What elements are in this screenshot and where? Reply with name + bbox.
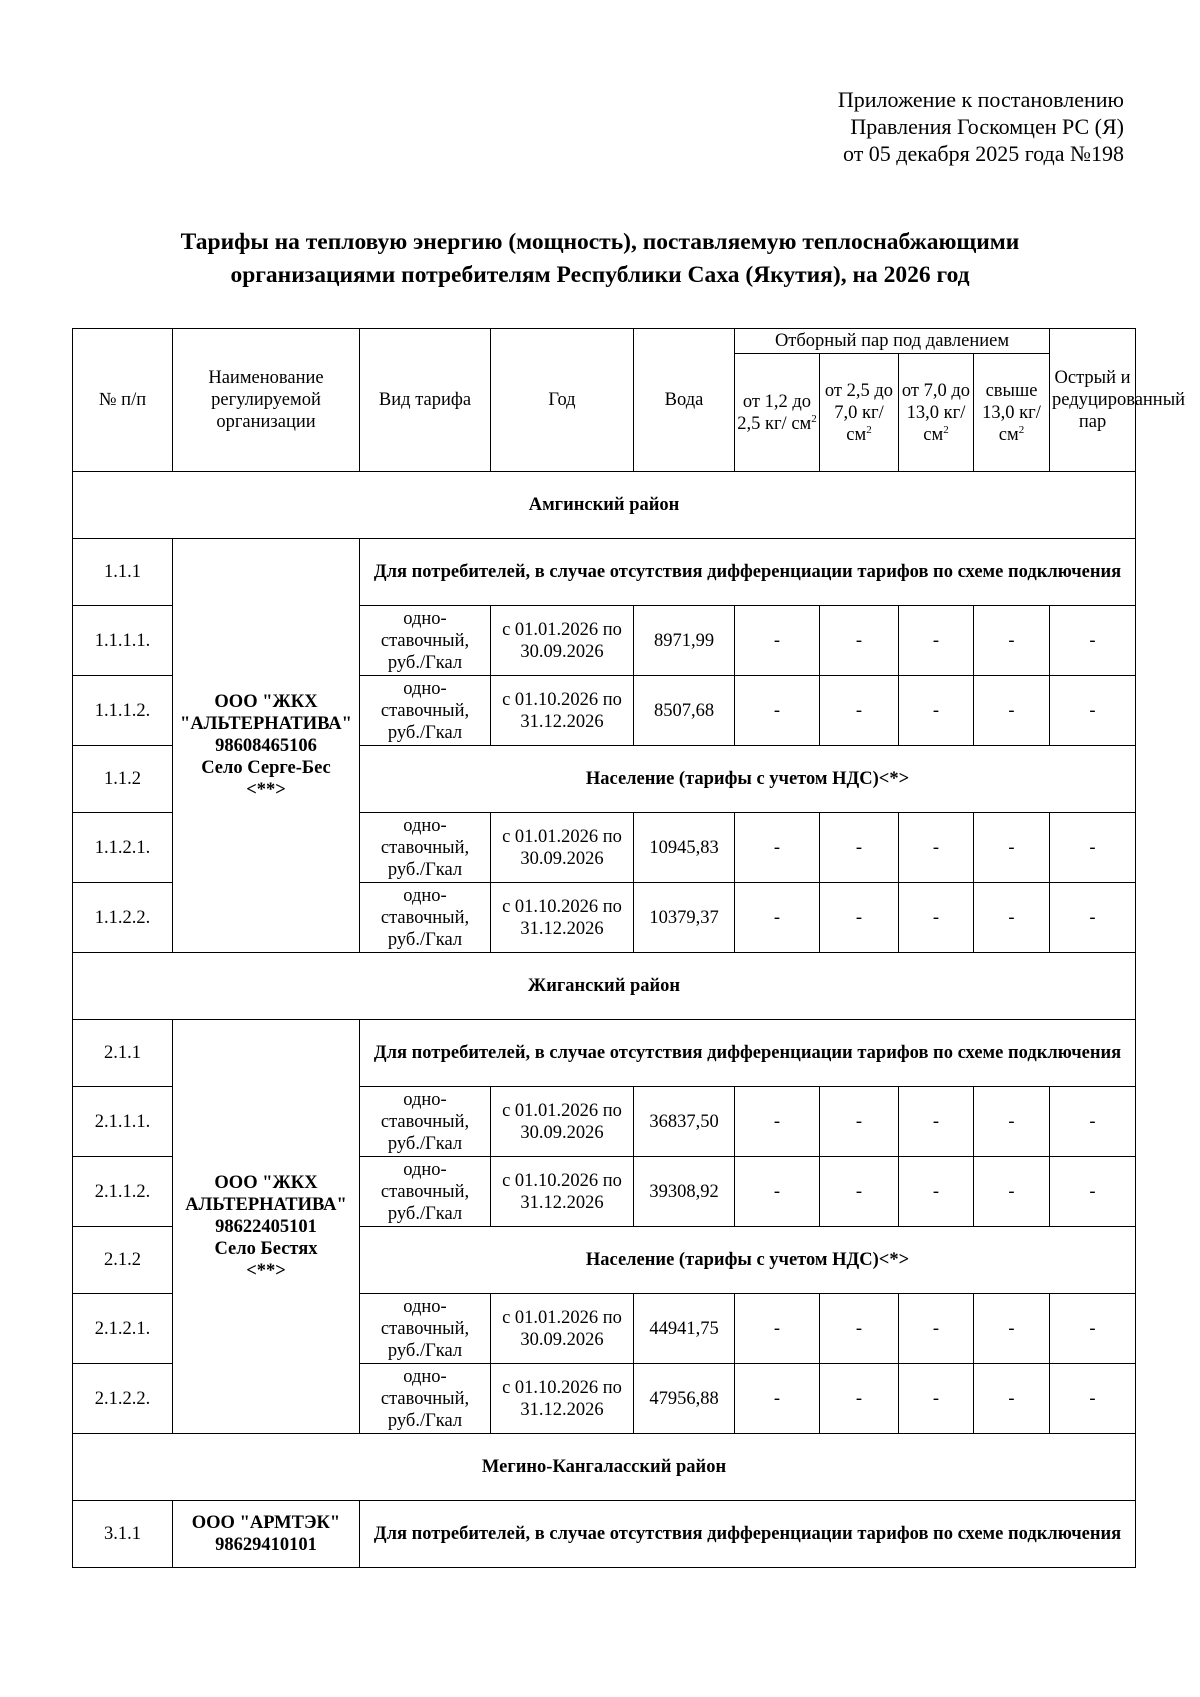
section-name: Для потребителей, в случае отсутствия дифференциации тарифов по схеме подключения — [360, 539, 1136, 606]
steam-value: - — [974, 883, 1050, 953]
steam-value: - — [735, 606, 820, 676]
steam-value: - — [820, 1364, 899, 1434]
header-steam-1 — [735, 354, 820, 472]
steam-value: - — [899, 1364, 974, 1434]
org-name: ООО "ЖКХ АЛЬТЕРНАТИВА" — [185, 1172, 347, 1215]
org-code: 98622405101 — [215, 1216, 317, 1237]
org-code: 98629410101 — [215, 1535, 317, 1555]
steam-value: - — [974, 606, 1050, 676]
header-steam-2 — [820, 354, 899, 472]
section-name: Для потребителей, в случае отсутствия дифференциации тарифов по схеме подключения — [360, 1020, 1136, 1087]
steam-value: - — [820, 813, 899, 883]
steam-value: - — [899, 606, 974, 676]
organization-cell — [173, 539, 360, 953]
steam-value: - — [735, 676, 820, 746]
tariff-type: одно-ставочный, руб./Гкал — [360, 1157, 491, 1227]
district-row: Мегино-Кангаласский район — [73, 1434, 1136, 1501]
sharp-steam-value: - — [1050, 1294, 1136, 1364]
water-value: 47956,88 — [634, 1364, 735, 1434]
steam-value: - — [899, 1087, 974, 1157]
steam-value: - — [974, 1157, 1050, 1227]
header-num: № п/п — [73, 329, 173, 472]
unit-sup: 2 — [1018, 423, 1025, 436]
steam-value: - — [820, 1157, 899, 1227]
org-note: <**> — [246, 779, 286, 800]
header-steam-4 — [974, 354, 1050, 472]
header-steam-group: Отборный пар под давлением — [735, 329, 1050, 354]
unit-cm: см — [791, 413, 812, 434]
period: с 01.01.2026 по 30.09.2026 — [491, 606, 634, 676]
section-num: 2.1.1 — [73, 1020, 173, 1087]
sharp-steam-value: - — [1050, 606, 1136, 676]
section-name: Население (тарифы с учетом НДС)<*> — [360, 746, 1136, 813]
section-num: 3.1.1 — [73, 1501, 173, 1568]
appendix-line: от 05 декабря 2025 года №198 — [842, 141, 1124, 166]
steam-value: - — [974, 813, 1050, 883]
water-value: 36837,50 — [634, 1087, 735, 1157]
steam-value: - — [974, 1294, 1050, 1364]
sharp-steam-value: - — [1050, 1157, 1136, 1227]
steam-value: - — [735, 1294, 820, 1364]
steam-value: - — [899, 676, 974, 746]
steam-value: - — [735, 813, 820, 883]
water-value: 10379,37 — [634, 883, 735, 953]
steam-value: - — [820, 1087, 899, 1157]
appendix-note — [838, 86, 1124, 167]
steam-value: - — [820, 676, 899, 746]
water-value: 39308,92 — [634, 1157, 735, 1227]
row-num: 2.1.2.2. — [73, 1364, 173, 1434]
steam-value: - — [735, 1087, 820, 1157]
tariff-type: одно-ставочный, руб./Гкал — [360, 883, 491, 953]
organization-cell — [173, 1501, 360, 1568]
water-value: 44941,75 — [634, 1294, 735, 1364]
steam-value: - — [974, 676, 1050, 746]
header-steam-3 — [899, 354, 974, 472]
sharp-steam-value: - — [1050, 1087, 1136, 1157]
unit-sup: 2 — [943, 423, 949, 436]
appendix-line: Правления Госкомцен РС (Я) — [850, 114, 1124, 139]
sharp-steam-value: - — [1050, 1364, 1136, 1434]
period: с 01.01.2026 по 30.09.2026 — [491, 813, 634, 883]
period: с 01.10.2026 по 31.12.2026 — [491, 1157, 634, 1227]
appendix-line: Приложение к постановлению — [837, 87, 1124, 112]
period: с 01.01.2026 по 30.09.2026 — [491, 1087, 634, 1157]
organization-cell — [173, 1020, 360, 1434]
steam-value: - — [735, 1157, 820, 1227]
tariff-type: одно-ставочный, руб./Гкал — [360, 676, 491, 746]
org-note: <**> — [246, 1260, 286, 1281]
steam-value: - — [820, 1294, 899, 1364]
org-code: 98608465106 — [215, 735, 317, 756]
row-num: 2.1.1.1. — [73, 1087, 173, 1157]
steam-value: - — [899, 1294, 974, 1364]
unit-cm: см — [998, 424, 1019, 445]
header-steam-label: от 1,2 до 2,5 кг/ — [737, 391, 812, 434]
tariff-table — [72, 328, 1186, 1568]
row-num: 2.1.1.2. — [73, 1157, 173, 1227]
unit-cm: см — [923, 424, 944, 445]
steam-value: - — [899, 883, 974, 953]
header-org: Наименование регулируемой организации — [173, 329, 360, 472]
unit-cm: см — [846, 424, 867, 445]
header-sharp-steam: Острый и редуцированный пар — [1050, 329, 1136, 472]
period: с 01.10.2026 по 31.12.2026 — [491, 883, 634, 953]
header-year: Год — [491, 329, 634, 472]
district-row: Амгинский район — [73, 472, 1136, 539]
period: с 01.10.2026 по 31.12.2026 — [491, 676, 634, 746]
tariff-type: одно-ставочный, руб./Гкал — [360, 1087, 491, 1157]
header-steam-label: свыше 13,0 кг/ — [982, 380, 1041, 423]
row-num: 1.1.2.2. — [73, 883, 173, 953]
steam-value: - — [974, 1364, 1050, 1434]
section-name: Население (тарифы с учетом НДС)<*> — [360, 1227, 1136, 1294]
org-name: ООО "ЖКХ "АЛЬТЕРНАТИВА" — [180, 691, 352, 734]
header-tariff-type: Вид тарифа — [360, 329, 491, 472]
document-title — [70, 226, 1130, 292]
unit-sup: 2 — [811, 412, 817, 425]
row-num: 1.1.1.1. — [73, 606, 173, 676]
tariff-type: одно-ставочный, руб./Гкал — [360, 1294, 491, 1364]
tariff-type: одно-ставочный, руб./Гкал — [360, 813, 491, 883]
title-line: организациями потребителям Республики Саха (Якутия), на 2026 год — [230, 262, 970, 288]
steam-value: - — [820, 883, 899, 953]
steam-value: - — [899, 1157, 974, 1227]
header-steam-label: от 7,0 до 13,0 кг/ — [901, 380, 971, 423]
section-num: 1.1.2 — [73, 746, 173, 813]
org-location: Село Бестях — [214, 1238, 318, 1259]
title-line: Тарифы на тепловую энергию (мощность), поставляемую теплоснабжающими — [180, 229, 1020, 255]
section-num: 1.1.1 — [73, 539, 173, 606]
row-num: 1.1.2.1. — [73, 813, 173, 883]
district-row: Жиганский район — [73, 953, 1136, 1020]
section-name: Для потребителей, в случае отсутствия дифференциации тарифов по схеме подключения — [360, 1501, 1136, 1568]
unit-sup: 2 — [866, 423, 872, 436]
steam-value: - — [899, 813, 974, 883]
tariff-type: одно-ставочный, руб./Гкал — [360, 606, 491, 676]
steam-value: - — [735, 883, 820, 953]
period: с 01.01.2026 по 30.09.2026 — [491, 1294, 634, 1364]
period: с 01.10.2026 по 31.12.2026 — [491, 1364, 634, 1434]
section-num: 2.1.2 — [73, 1227, 173, 1294]
org-name: ООО "АРМТЭК" — [191, 1513, 341, 1533]
tariff-type: одно-ставочный, руб./Гкал — [360, 1364, 491, 1434]
steam-value: - — [974, 1087, 1050, 1157]
org-location: Село Серге-Бес — [201, 757, 331, 778]
row-num: 2.1.2.1. — [73, 1294, 173, 1364]
header-steam-label: от 2,5 до 7,0 кг/ — [824, 380, 894, 423]
water-value: 8507,68 — [634, 676, 735, 746]
sharp-steam-value: - — [1050, 813, 1136, 883]
row-num: 1.1.1.2. — [73, 676, 173, 746]
header-water: Вода — [634, 329, 735, 472]
water-value: 10945,83 — [634, 813, 735, 883]
water-value: 8971,99 — [634, 606, 735, 676]
sharp-steam-value: - — [1050, 676, 1136, 746]
steam-value: - — [735, 1364, 820, 1434]
sharp-steam-value: - — [1050, 883, 1136, 953]
steam-value: - — [820, 606, 899, 676]
